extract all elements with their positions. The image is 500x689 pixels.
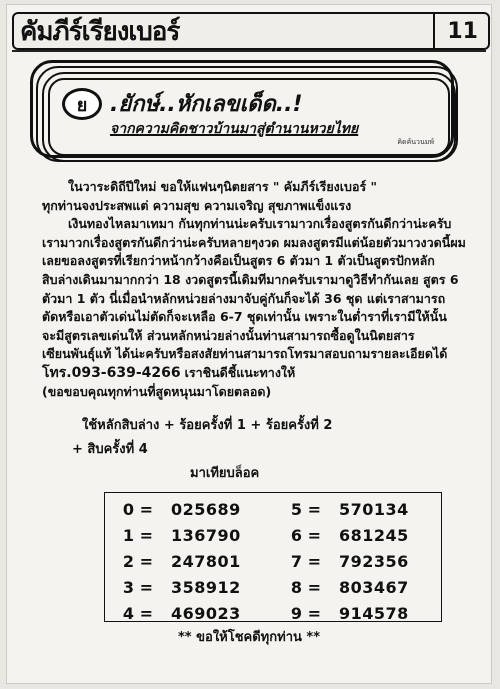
row-label: 7 = [290,551,321,571]
table-row [105,600,441,626]
article-body [42,178,476,401]
magazine-page [6,4,492,684]
phone-line [42,364,476,383]
banner-panel [48,78,450,156]
row-label: 1 = [122,525,153,545]
row-label: 3 = [122,577,153,597]
article-line: สิบล่างเดินมามากกว่า 18 งวดสูตรนี้เดิมทีมากครับเรามาดูวิธีทำกันเลย สูตร 6 [42,271,459,287]
row-value: 681245 [339,525,409,545]
row-label: 0 = [122,499,153,519]
title-banner [30,60,460,170]
phone-number: โทร.093-639-4266 [42,364,181,381]
table-row [105,496,441,522]
row-value: 914578 [339,603,409,623]
formula-line-1: ใช้หลักสิบล่าง + ร้อยครั้งที่ 1 + ร้อยครั้งที่ 2 [82,418,333,433]
row-value: 247801 [171,551,241,571]
article-line: ตัดหรือเอาตัวเด่นไม่ตัดก็จะเหลือ 6-7 ชุดเท่านั้น เพราะในต่ำราที่เรามีให้นั้น [42,309,447,325]
row-value: 358912 [171,577,241,597]
page-header [12,12,490,50]
article-line: ในวาระดิถีปีใหม่ ขอให้แฟนๆนิตยสาร " คัมภีร์เรียงเบอร์ " [68,179,378,194]
row-value: 570134 [339,499,409,519]
banner-credit: คิดค้นวนมพ์ [397,138,434,146]
banner-title: .ยักษ์..หักเลขเด็ด..! [110,92,303,117]
page-number: 11 [447,18,478,44]
row-label: 8 = [290,577,321,597]
article-line: จะมีสูตรเลขเด่นให้ ส่วนหลักหน่วยล่างนั้นท่านสามารถซื้อดูในนิตยสาร [42,327,415,343]
row-value: 803467 [339,577,409,597]
magazine-brand: คัมภีร์เรียงเบอร์ [20,16,180,47]
article-line: ตัวมา 1 ตัว นี่เมื่อนำหลักหน่วยล่างมาจับคู่กันก็จะได้ 36 ชุด แต่เราสามารถ [42,290,446,306]
table-row [105,522,441,548]
banner-subtitle: จากความคิดชาวบ้านมาสู่ตำนานหวยไทย [110,121,359,137]
article-line: ทุกท่านจงประสพแต่ ความสุข ความเจริญ สุขภาพแข็งแรง [42,197,352,213]
formula-block [42,414,332,486]
lock-table [104,492,442,622]
row-value: 025689 [171,499,241,519]
phone-tail: เราชินดีชี้แนะทางให้ [184,364,296,380]
row-value: 469023 [171,603,241,623]
row-label: 9 = [290,603,321,623]
article-line: เงินทองไหลมาเทมา กันทุกท่านน่ะครับเรามาวกเรื่องสูตรกันดีกว่าน่ะครับ [68,216,452,232]
article-line: เรามาวกเรื่องสูตรกันดีกว่าน่ะครับหลายๆงวด ผมลงสูตรมีแต่น้อยตัวมาวงวดนี้ผม [42,234,466,250]
article-line: เลยขอลงสูตรที่เรียกว่าหน้ากว้างคือเป็นสูตร 6 ตัวมา 1 ตัวเป็นสูตรปักหลัก [42,253,435,269]
row-label: 6 = [290,525,321,545]
formula-line-2: + สิบครั้งที่ 4 [72,442,148,457]
header-divider [12,50,486,52]
badge-icon: ย [62,88,102,120]
row-value: 792356 [339,551,409,571]
row-label: 5 = [290,499,321,519]
table-row [105,574,441,600]
closing-wish: ** ขอให้โชคดีทุกท่าน ** [178,630,320,645]
formula-line-3: มาเทียบล็อค [190,466,260,481]
page-number-box [433,14,488,48]
row-value: 136790 [171,525,241,545]
table-row [105,548,441,574]
thanks-line: (ขอขอบคุณทุกท่านที่สูดหนุนมาโดยตลอด) [42,383,272,399]
article-line: เซียนพันธุ์แท้ ได้น่ะครับหรือสงสัยท่านสามารถโทรมาสอบถามรายละเอียดได้ [42,346,448,362]
row-label: 4 = [122,603,153,623]
row-label: 2 = [122,551,153,571]
